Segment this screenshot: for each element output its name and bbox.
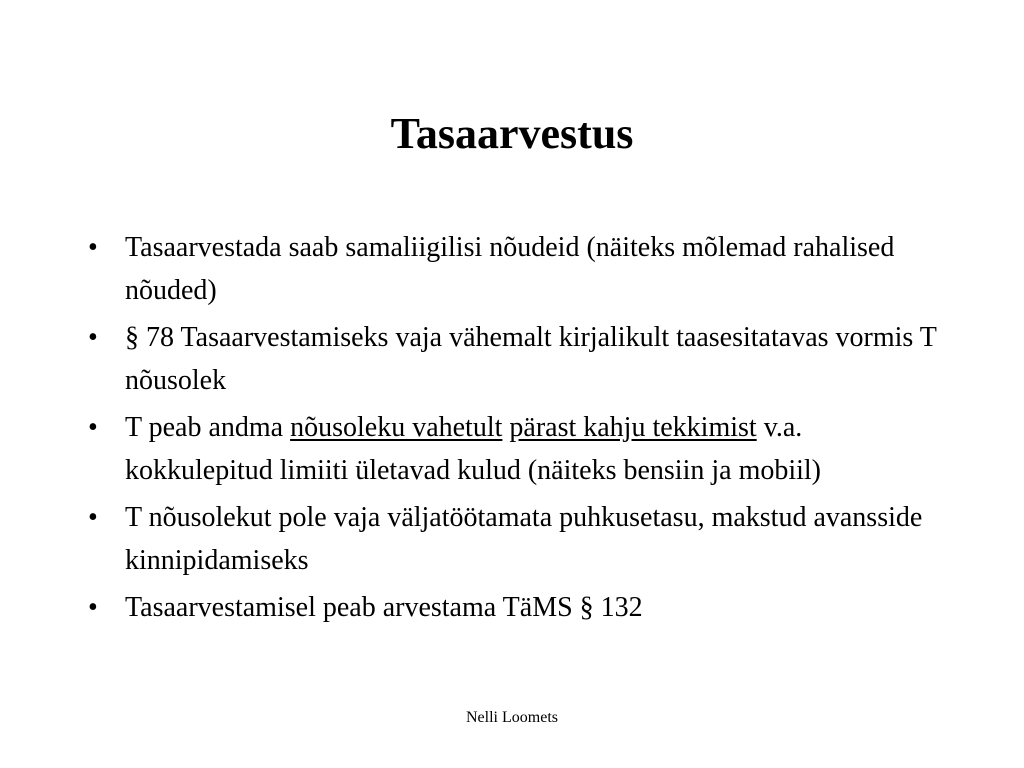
bullet-marker: • xyxy=(88,592,98,623)
bullet-marker: • xyxy=(88,502,98,533)
bullet-list xyxy=(88,226,948,633)
bullet-marker: • xyxy=(88,412,98,443)
slide-footer-author: Nelli Loomets xyxy=(466,709,558,726)
bullet-item-4 xyxy=(88,496,948,582)
underlined-text-consent: nõusoleku vahetult xyxy=(290,412,503,443)
bullet-text: Tasaarvestada saab samaliigilisi nõudeid (näiteks mõlemad rahalised nõuded) xyxy=(125,232,895,306)
bullet-item-5 xyxy=(88,586,948,629)
bullet-item-3 xyxy=(88,406,948,492)
bullet-marker: • xyxy=(88,322,98,353)
bullet-item-2 xyxy=(88,316,948,402)
underlined-text-after-damage: pärast kahju tekkimist xyxy=(509,412,757,443)
bullet-item-1 xyxy=(88,226,948,312)
bullet-text: Tasaarvestamisel peab arvestama TäMS § 132 xyxy=(125,592,643,623)
bullet-text-prefix: T peab andma xyxy=(125,412,291,443)
bullet-text-suffix: v.a. kokkulepitud limiiti ületavad kulud (näiteks bensiin ja mobiil) xyxy=(125,412,822,486)
slide-title: Tasaarvestus xyxy=(390,109,634,158)
bullet-marker: • xyxy=(88,232,98,263)
bullet-text: § 78 Tasaarvestamiseks vaja vähemalt kirjalikult taasesitatavas vormis T nõusolek xyxy=(125,322,937,396)
bullet-text: T nõusolekut pole vaja väljatöötamata puhkusetasu, makstud avansside kinnipidamiseks xyxy=(125,502,923,576)
